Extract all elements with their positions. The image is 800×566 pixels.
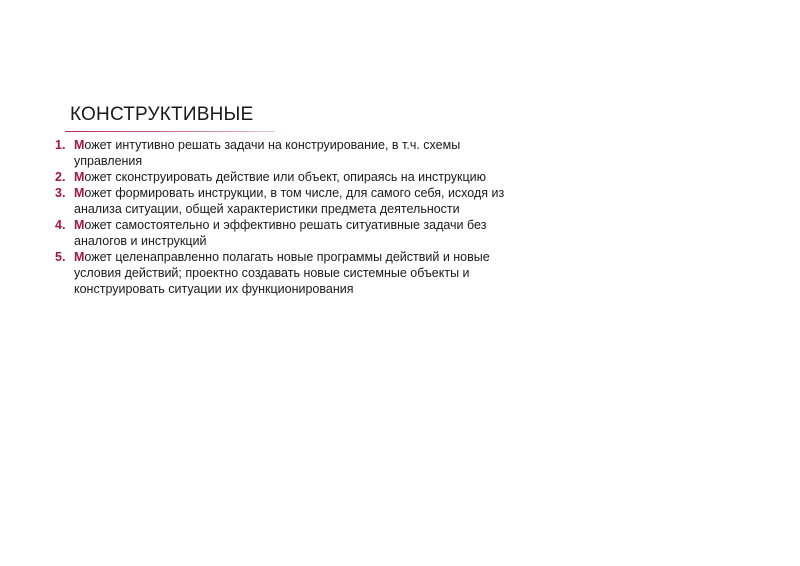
list-item bbox=[55, 137, 525, 169]
list-item-number: 2. bbox=[55, 170, 66, 184]
list-item-number: 5. bbox=[55, 250, 66, 264]
list-item-initial: М bbox=[74, 186, 85, 200]
list-item-initial: М bbox=[74, 218, 85, 232]
list-item bbox=[55, 217, 525, 249]
slide-title: КОНСТРУКТИВНЫЕ bbox=[70, 104, 254, 125]
list-item-text: ожет самостоятельно и эффективно решать ситуативные задачи без аналогов и инструкций bbox=[74, 218, 487, 248]
list-item-text: ожет интутивно решать задачи на конструирование, в т.ч. схемы управления bbox=[74, 138, 461, 168]
list-item-initial: М bbox=[74, 250, 85, 264]
list-item bbox=[55, 249, 525, 297]
list-item bbox=[55, 185, 525, 217]
list-item-text: ожет целенаправленно полагать новые программы действий и новые условия действий; проектно создавать новые системные объекты и конструировать ситуации их функционирования bbox=[74, 250, 490, 296]
list-item-text: ожет сконструировать действие или объект, опираясь на инструкцию bbox=[84, 170, 487, 184]
list-item-number: 1. bbox=[55, 138, 66, 152]
list-item-number: 3. bbox=[55, 186, 66, 200]
title-underline bbox=[65, 131, 275, 132]
list-item bbox=[55, 169, 525, 185]
numbered-list bbox=[55, 137, 525, 297]
list-item-text: ожет формировать инструкции, в том числе, для самого себя, исходя из анализа ситуации, общей характеристики предмета деятельности bbox=[74, 186, 505, 216]
list-item-initial: М bbox=[74, 170, 85, 184]
list-item-initial: М bbox=[74, 138, 85, 152]
list-item-number: 4. bbox=[55, 218, 66, 232]
